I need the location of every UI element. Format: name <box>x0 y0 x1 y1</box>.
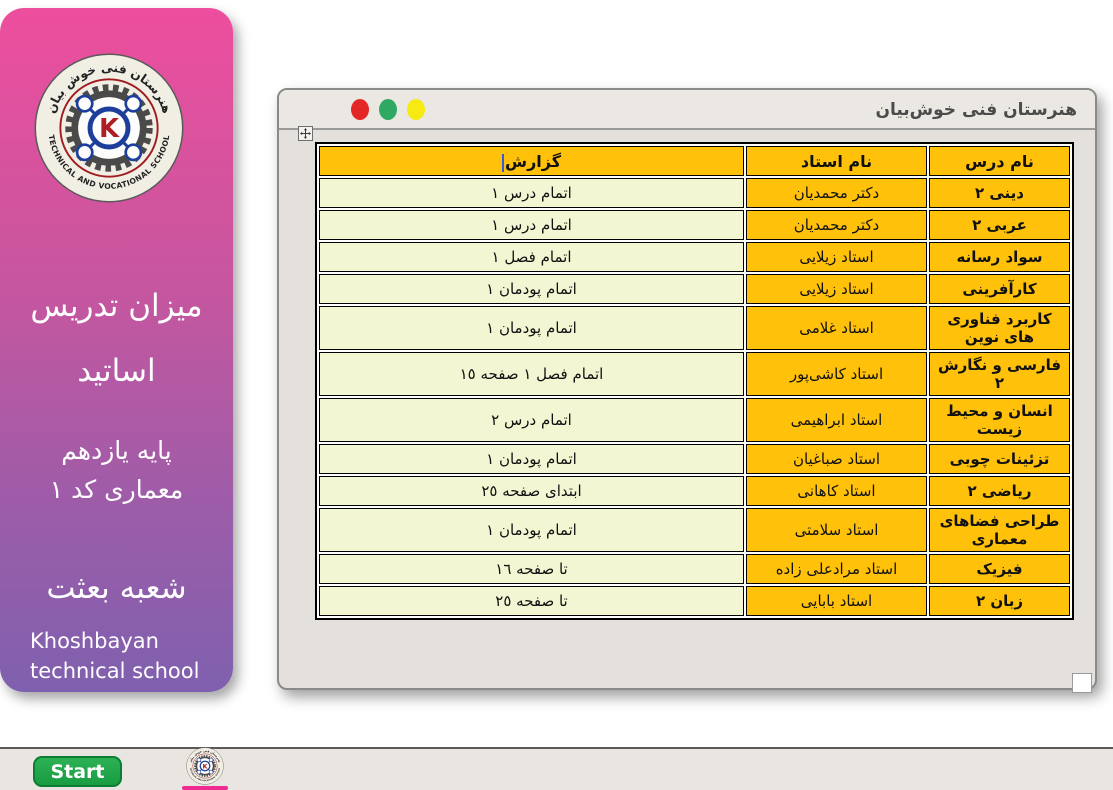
minimize-button[interactable] <box>379 99 397 120</box>
sidebar-branch-label: شعبه بعثت <box>46 570 187 606</box>
report-cell[interactable]: اتمام درس ١ <box>319 178 744 208</box>
sidebar-grade-label: پایه یازدهم <box>61 436 172 465</box>
report-cell[interactable]: ابتدای صفحه ٢٥ <box>319 476 744 506</box>
svg-text:TECHNICAL AND VOCATIONAL SCHOO: TECHNICAL AND VOCATIONAL SCHOOL <box>188 767 222 783</box>
sidebar-heading-line1: میزان تدریس <box>30 288 203 324</box>
active-app-indicator <box>182 786 228 790</box>
header-teacher-label: نام استاد <box>800 151 873 171</box>
taskbar-app-icon[interactable] <box>186 747 224 785</box>
close-button[interactable] <box>351 99 369 120</box>
report-cell[interactable]: تا صفحه ٢٥ <box>319 586 744 616</box>
svg-text:K: K <box>202 762 208 771</box>
teacher-cell[interactable]: استاد کاشی‌پور <box>746 352 927 396</box>
report-table-body <box>319 178 1070 616</box>
course-cell[interactable]: عربی ٢ <box>929 210 1070 240</box>
window-title: هنرستان فنی خوش‌بیان <box>875 100 1077 120</box>
header-report[interactable] <box>319 146 744 176</box>
school-logo <box>33 52 185 204</box>
report-cell[interactable]: اتمام پودمان ١ <box>319 508 744 552</box>
move-cross-icon <box>300 128 311 139</box>
course-cell[interactable]: طراحی فضاهای معماری <box>929 508 1070 552</box>
school-name-english <box>30 626 199 687</box>
app-window <box>277 88 1097 690</box>
teacher-cell[interactable]: استاد کاهانی <box>746 476 927 506</box>
teacher-cell[interactable]: استاد زیلایی <box>746 242 927 272</box>
report-cell[interactable]: اتمام فصل ١ صفحه ١٥ <box>319 352 744 396</box>
course-cell[interactable]: زبان ٢ <box>929 586 1070 616</box>
table-header-row <box>319 146 1070 176</box>
window-resize-handle[interactable] <box>1072 673 1092 693</box>
header-teacher[interactable] <box>746 146 927 176</box>
taskbar <box>0 747 1113 790</box>
svg-text:هنرستان فنی خوش بیان: هنرستان فنی خوش بیان <box>188 748 222 763</box>
course-cell[interactable]: فیزیک <box>929 554 1070 584</box>
table-row <box>319 554 1070 584</box>
school-name-en-line2: technical school <box>30 659 200 684</box>
table-row <box>319 210 1070 240</box>
course-cell[interactable]: تزئینات چوبی <box>929 444 1070 474</box>
table-row <box>319 352 1070 396</box>
header-course-label: نام درس <box>965 151 1034 171</box>
report-cell[interactable]: اتمام پودمان ١ <box>319 444 744 474</box>
table-row <box>319 398 1070 442</box>
school-logo-graphic <box>33 52 185 204</box>
table-row <box>319 178 1070 208</box>
table-row <box>319 242 1070 272</box>
table-row <box>319 444 1070 474</box>
teacher-cell[interactable]: دکتر محمدیان <box>746 178 927 208</box>
table-row <box>319 476 1070 506</box>
report-cell[interactable]: اتمام درس ٢ <box>319 398 744 442</box>
course-cell[interactable]: کاربرد فناوری های نوین <box>929 306 1070 350</box>
start-button[interactable]: Start <box>33 756 122 787</box>
course-cell[interactable]: کارآفرینی <box>929 274 1070 304</box>
header-course[interactable] <box>929 146 1070 176</box>
table-row <box>319 508 1070 552</box>
teacher-cell[interactable]: دکتر محمدیان <box>746 210 927 240</box>
report-cell[interactable]: اتمام درس ١ <box>319 210 744 240</box>
teacher-cell[interactable]: استاد ابراهیمی <box>746 398 927 442</box>
table-row <box>319 274 1070 304</box>
sidebar-major-label: معماری کد ١ <box>49 475 184 504</box>
course-cell[interactable]: دینی ٢ <box>929 178 1070 208</box>
course-cell[interactable]: سواد رسانه <box>929 242 1070 272</box>
table-row <box>319 586 1070 616</box>
report-cell[interactable]: تا صفحه ١٦ <box>319 554 744 584</box>
teacher-cell[interactable]: استاد غلامی <box>746 306 927 350</box>
text-cursor <box>502 154 504 172</box>
course-cell[interactable]: فارسی و نگارش ٢ <box>929 352 1070 396</box>
teacher-cell[interactable]: استاد زیلایی <box>746 274 927 304</box>
school-logo-graphic <box>186 747 224 785</box>
course-cell[interactable]: ریاضی ٢ <box>929 476 1070 506</box>
teaching-report-table <box>315 142 1074 620</box>
sidebar-card <box>0 8 233 692</box>
school-name-en-line1: Khoshbayan <box>30 629 159 653</box>
svg-text:هنرستان فنی خوش بیان: هنرستان فنی خوش بیان <box>43 60 175 116</box>
table-move-handle-icon[interactable] <box>298 126 313 141</box>
report-cell[interactable]: اتمام فصل ١ <box>319 242 744 272</box>
course-cell[interactable]: انسان و محیط زیست <box>929 398 1070 442</box>
table-row <box>319 306 1070 350</box>
header-report-label: گزارش <box>504 151 562 171</box>
teacher-cell[interactable]: استاد مرادعلی زاده <box>746 554 927 584</box>
teacher-cell[interactable]: استاد سلامتی <box>746 508 927 552</box>
sidebar-heading-line2: اساتید <box>77 353 156 389</box>
teacher-cell[interactable]: استاد بابایی <box>746 586 927 616</box>
svg-text:K: K <box>98 114 120 145</box>
svg-text:TECHNICAL AND VOCATIONAL SCHOO: TECHNICAL AND VOCATIONAL SCHOOL <box>46 134 172 191</box>
report-cell[interactable]: اتمام پودمان ١ <box>319 306 744 350</box>
maximize-button[interactable] <box>407 99 425 120</box>
teacher-cell[interactable]: استاد صباغیان <box>746 444 927 474</box>
window-titlebar[interactable] <box>279 90 1095 130</box>
report-cell[interactable]: اتمام پودمان ١ <box>319 274 744 304</box>
